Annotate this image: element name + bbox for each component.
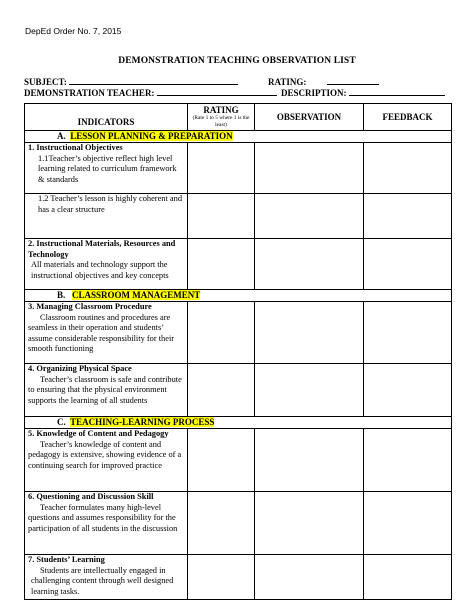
indicators-header: INDICATORS	[25, 104, 188, 131]
indicator-desc: Teacher’s knowledge of content and pedagogy is extensive, showing evidence of a continuing search for improved practice	[28, 439, 182, 470]
feedback-cell[interactable]	[364, 492, 452, 555]
section-title-b: CLASSROOM MANAGEMENT	[72, 290, 201, 300]
section-letter-c: C.	[57, 417, 66, 427]
observation-cell[interactable]	[255, 555, 364, 600]
table-row	[25, 429, 452, 492]
indicator-desc: Teacher formulates many high-level questions and assumes responsibility for the participation of all students in the discussion	[28, 502, 178, 533]
table-row	[25, 239, 452, 290]
indicator-cell	[25, 492, 188, 555]
rating-cell[interactable]	[188, 429, 255, 492]
feedback-cell[interactable]	[364, 239, 452, 290]
rating-cell[interactable]	[188, 302, 255, 364]
feedback-cell[interactable]	[364, 143, 452, 194]
table-row	[25, 143, 452, 194]
section-row-c	[25, 417, 452, 429]
teacher-label: DEMONSTRATION TEACHER:	[24, 88, 155, 98]
rating-cell[interactable]	[188, 194, 255, 239]
indicator-desc: 1.2 Teacher’s lesson is highly coherent and has a clear structure	[38, 194, 183, 214]
feedback-cell[interactable]	[364, 555, 452, 600]
rating-cell[interactable]	[188, 364, 255, 417]
description-label: DESCRIPTION:	[281, 88, 347, 98]
indicator-cell	[25, 364, 188, 417]
indicator-desc: Students are intellectually engaged in challenging content through well designed learning tasks.	[31, 565, 174, 596]
section-title-a: LESSON PLANNING & PREPARATION	[70, 131, 233, 141]
teacher-field	[24, 86, 277, 98]
rating-label: RATING:	[268, 77, 307, 87]
section-row-a	[25, 131, 452, 143]
section-row-b	[25, 290, 452, 302]
section-letter-a: A.	[57, 131, 66, 141]
feedback-cell[interactable]	[364, 302, 452, 364]
observation-cell[interactable]	[255, 364, 364, 417]
indicator-cell	[25, 239, 188, 290]
observation-cell[interactable]	[255, 143, 364, 194]
observation-cell[interactable]	[255, 429, 364, 492]
observation-cell[interactable]	[255, 194, 364, 239]
indicator-title: 6. Questioning and Discussion Skill	[28, 492, 154, 501]
feedback-cell[interactable]	[364, 194, 452, 239]
order-reference: DepEd Order No. 7, 2015	[25, 26, 122, 36]
rating-line	[327, 75, 379, 85]
indicator-cell	[25, 302, 188, 364]
subject-label: SUBJECT:	[24, 77, 67, 87]
feedback-header: FEEDBACK	[364, 104, 452, 131]
table-row	[25, 194, 452, 239]
observation-header: OBSERVATION	[255, 104, 364, 131]
description-line	[349, 86, 445, 96]
feedback-cell[interactable]	[364, 364, 452, 417]
indicator-cell	[25, 143, 188, 194]
rating-header-note: (Rate 1 to 5 where 1 is the least)	[192, 115, 250, 128]
indicator-title: 7. Students’ Learning	[28, 555, 105, 564]
section-label-b	[25, 290, 452, 302]
rating-header	[188, 104, 255, 131]
indicator-cell	[25, 555, 188, 600]
observation-table	[24, 103, 452, 600]
indicator-desc: All materials and technology support the instructional objectives and key concepts	[31, 260, 169, 280]
indicator-title: 4. Organizing Physical Space	[28, 364, 132, 373]
observation-cell[interactable]	[255, 302, 364, 364]
table-row	[25, 302, 452, 364]
table-row	[25, 555, 452, 600]
rating-header-label: RATING	[203, 105, 239, 115]
section-letter-b: B.	[57, 290, 66, 300]
rating-cell[interactable]	[188, 143, 255, 194]
table-header-row	[25, 104, 452, 131]
indicator-title: 5. Knowledge of Content and Pedagogy	[28, 429, 169, 438]
indicator-title: 2. Instructional Materials, Resources and Technology	[28, 239, 176, 259]
indicator-title: 1. Instructional Objectives	[28, 143, 123, 152]
section-title-c: TEACHING-LEARNING PROCESS	[70, 417, 215, 427]
indicator-cell	[25, 194, 188, 239]
table-row	[25, 364, 452, 417]
description-field	[281, 86, 445, 98]
section-label-c	[25, 417, 452, 429]
rating-cell[interactable]	[188, 492, 255, 555]
document-title: DEMONSTRATION TEACHING OBSERVATION LIST	[118, 56, 356, 66]
observation-cell[interactable]	[255, 239, 364, 290]
indicator-desc: Teacher’s classroom is safe and contribute to ensuring that the physical environment supports the learning of all students	[28, 374, 182, 405]
indicator-title: 3. Managing Classroom Procedure	[28, 302, 152, 311]
indicator-cell	[25, 429, 188, 492]
feedback-cell[interactable]	[364, 429, 452, 492]
indicator-desc: 1.1Teacher’s objective reflect high level learning related to curriculum framework & standards	[38, 153, 177, 184]
section-label-a	[25, 131, 452, 143]
rating-cell[interactable]	[188, 555, 255, 600]
table-row	[25, 492, 452, 555]
rating-cell[interactable]	[188, 239, 255, 290]
subject-line	[69, 75, 238, 85]
indicator-desc: Classroom routines and procedures are seamless in their operation and students’ assume considerable responsibility for their smooth functioning	[28, 312, 175, 354]
teacher-line	[157, 86, 277, 96]
observation-cell[interactable]	[255, 492, 364, 555]
